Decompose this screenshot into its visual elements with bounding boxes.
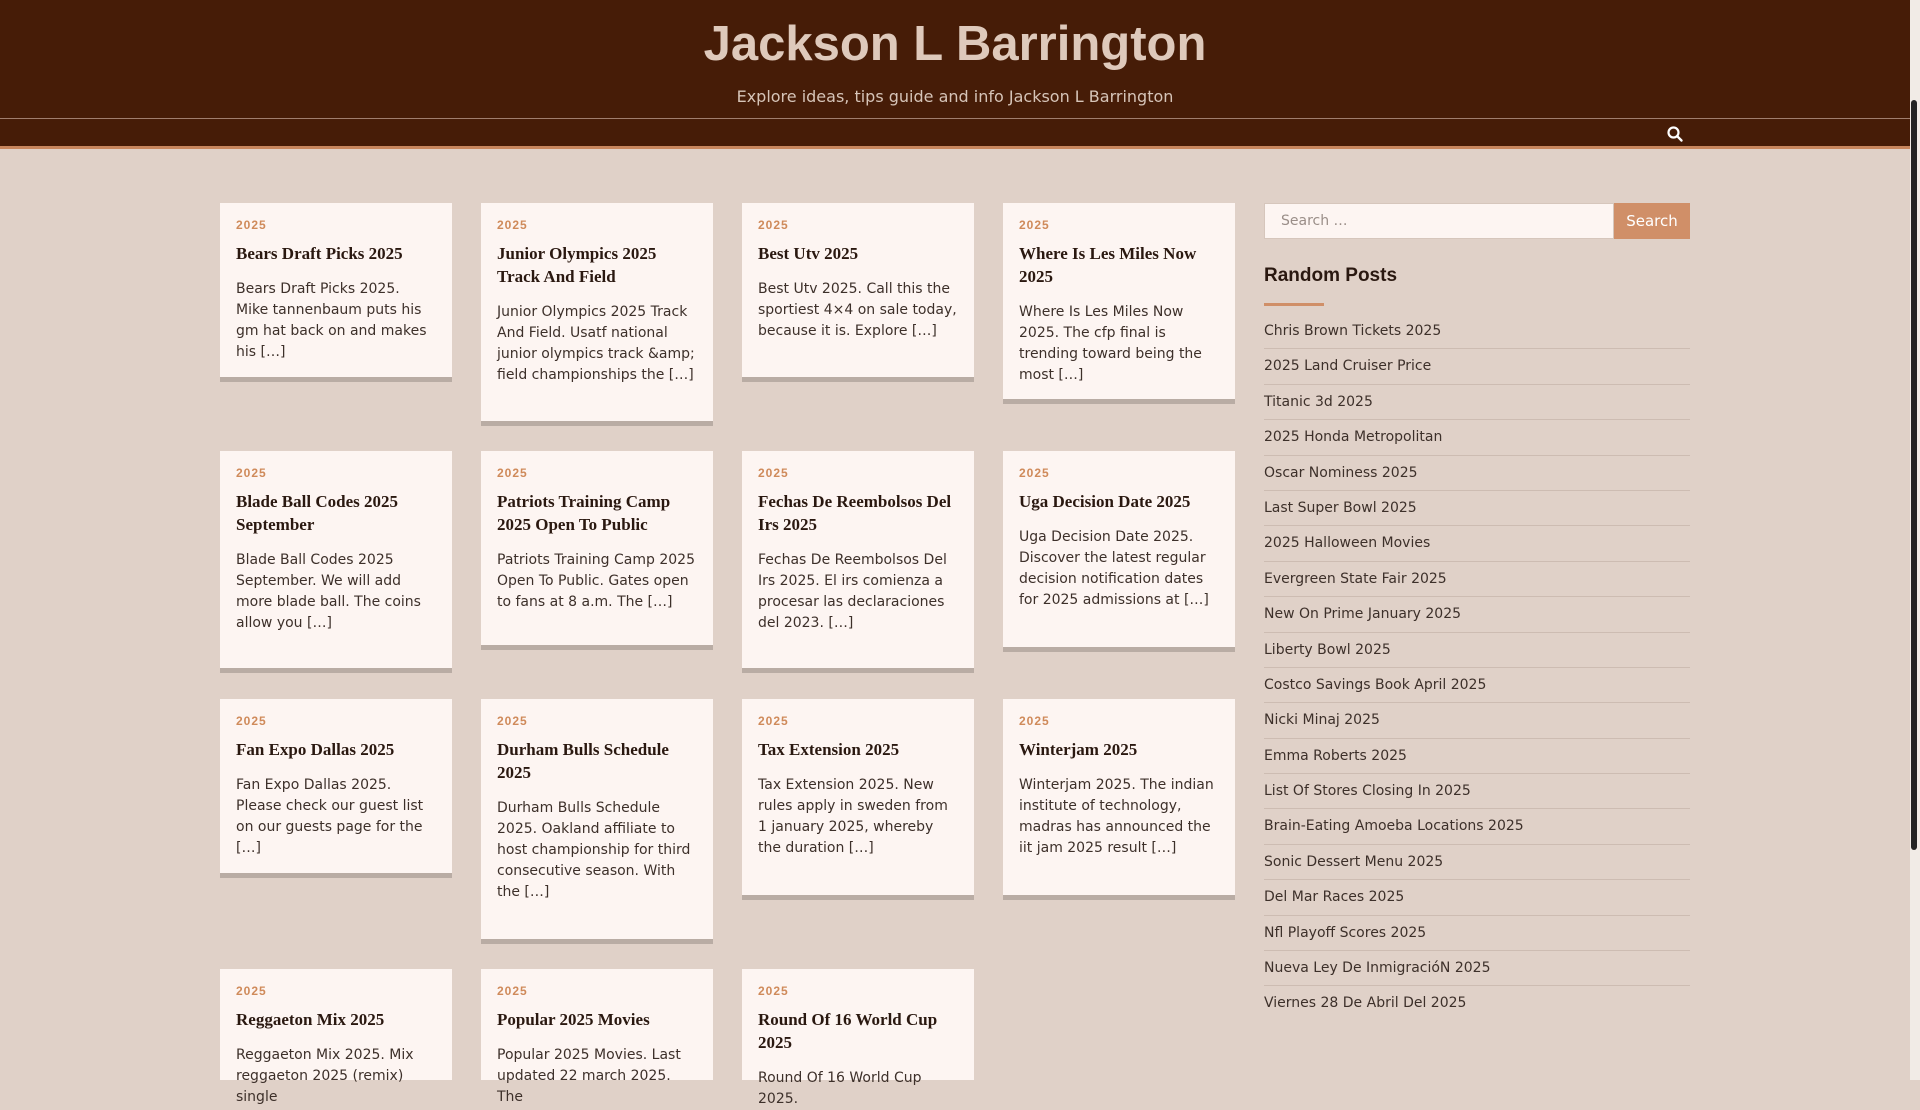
random-post-link[interactable]: Nfl Playoff Scores 2025 xyxy=(1264,924,1427,941)
post-title[interactable]: Fechas De Reembolsos Del Irs 2025 xyxy=(758,492,952,534)
post-excerpt: Durham Bulls Schedule 2025. Oakland affiliate to host championship for third consecutive season. With the […] xyxy=(497,800,691,900)
random-post-link[interactable]: Chris Brown Tickets 2025 xyxy=(1264,323,1442,339)
list-item xyxy=(1264,633,1690,668)
post-excerpt: Junior Olympics 2025 Track And Field. Usatf national junior olympics track &amp; field championships the […] xyxy=(497,304,695,383)
post-excerpt: Uga Decision Date 2025. Discover the latest regular decision notification dates for 2025 admissions at […] xyxy=(1019,529,1209,608)
search-icon[interactable] xyxy=(1666,125,1684,143)
post-year[interactable]: 2025 xyxy=(758,984,789,998)
post-card xyxy=(220,451,452,673)
post-title[interactable]: Blade Ball Codes 2025 September xyxy=(236,492,398,534)
list-item xyxy=(1264,349,1690,384)
post-card xyxy=(481,699,713,944)
post-title[interactable]: Where Is Les Miles Now 2025 xyxy=(1019,244,1197,286)
post-card xyxy=(1003,203,1235,404)
list-item xyxy=(1264,739,1690,774)
site-header xyxy=(0,0,1910,118)
post-card xyxy=(742,699,974,900)
post-card xyxy=(742,969,974,1107)
random-post-link[interactable]: Liberty Bowl 2025 xyxy=(1264,641,1391,658)
post-excerpt: Fechas De Reembolsos Del Irs 2025. El irs comienza a procesar las declaraciones del 2023. […] xyxy=(758,552,947,631)
post-title[interactable]: Best Utv 2025 xyxy=(758,244,859,263)
post-year[interactable]: 2025 xyxy=(758,466,789,480)
post-title[interactable]: Reggaeton Mix 2025 xyxy=(236,1010,385,1029)
post-card xyxy=(220,969,452,1105)
list-item xyxy=(1264,951,1690,986)
list-item xyxy=(1264,385,1690,420)
list-item xyxy=(1264,668,1690,703)
post-excerpt: Popular 2025 Movies. Last updated 22 march 2025. The xyxy=(497,1047,681,1105)
post-card xyxy=(742,451,974,673)
post-title[interactable]: Fan Expo Dallas 2025 xyxy=(236,740,395,759)
list-item xyxy=(1264,916,1690,951)
random-post-link[interactable]: List Of Stores Closing In 2025 xyxy=(1264,783,1471,800)
post-card xyxy=(481,451,713,650)
post-excerpt: Reggaeton Mix 2025. Mix reggaeton 2025 (remix) single xyxy=(236,1047,414,1105)
post-year[interactable]: 2025 xyxy=(236,218,267,232)
post-excerpt: Round Of 16 World Cup 2025. xyxy=(758,1070,922,1107)
sidebar-search-form xyxy=(1264,203,1690,239)
random-post-link[interactable]: Last Super Bowl 2025 xyxy=(1264,499,1417,516)
search-button[interactable]: Search xyxy=(1614,203,1690,239)
post-card xyxy=(1003,451,1235,652)
post-title[interactable]: Winterjam 2025 xyxy=(1019,740,1138,759)
random-post-link[interactable]: Nueva Ley De InmigracióN 2025 xyxy=(1264,960,1491,977)
list-item xyxy=(1264,420,1690,455)
list-item xyxy=(1264,314,1690,349)
scrollbar-thumb[interactable] xyxy=(1911,100,1917,850)
post-title[interactable]: Popular 2025 Movies xyxy=(497,1010,650,1029)
list-item xyxy=(1264,809,1690,844)
title-underline xyxy=(1264,303,1324,306)
site-title[interactable]: Jackson L Barrington xyxy=(703,17,1207,71)
post-card xyxy=(742,203,974,382)
post-card xyxy=(220,699,452,878)
post-excerpt: Best Utv 2025. Call this the sportiest 4×4 on sale today, because it is. Explore […] xyxy=(758,281,957,339)
post-excerpt: Blade Ball Codes 2025 September. We will add more blade ball. The coins allow you […] xyxy=(236,552,421,631)
search-input[interactable] xyxy=(1264,203,1614,239)
list-item xyxy=(1264,845,1690,880)
post-title[interactable]: Durham Bulls Schedule 2025 xyxy=(497,740,669,782)
post-year[interactable]: 2025 xyxy=(236,466,267,480)
random-posts-title: Random Posts xyxy=(1264,265,1398,286)
post-year[interactable]: 2025 xyxy=(497,466,528,480)
post-year[interactable]: 2025 xyxy=(236,984,267,998)
list-item xyxy=(1264,562,1690,597)
post-year[interactable]: 2025 xyxy=(497,984,528,998)
post-year[interactable]: 2025 xyxy=(236,714,267,728)
random-post-link[interactable]: Nicki Minaj 2025 xyxy=(1264,712,1380,729)
random-post-link[interactable]: Emma Roberts 2025 xyxy=(1264,747,1407,764)
post-excerpt: Where Is Les Miles Now 2025. The cfp final is trending toward being the most […] xyxy=(1019,304,1202,383)
random-post-link[interactable]: Del Mar Races 2025 xyxy=(1264,889,1405,906)
random-post-link[interactable]: Oscar Nominess 2025 xyxy=(1264,464,1418,481)
post-excerpt: Patriots Training Camp 2025 Open To Public. Gates open to fans at 8 a.m. The […] xyxy=(497,552,695,610)
random-post-link[interactable]: Evergreen State Fair 2025 xyxy=(1264,570,1447,587)
post-year[interactable]: 2025 xyxy=(1019,218,1050,232)
random-post-link[interactable]: Brain-Eating Amoeba Locations 2025 xyxy=(1264,818,1524,835)
main-navigation xyxy=(0,118,1910,149)
post-excerpt: Fan Expo Dallas 2025. Please check our guest list on our guests page for the […] xyxy=(236,777,424,856)
list-item xyxy=(1264,774,1690,809)
list-item xyxy=(1264,456,1690,491)
post-card xyxy=(481,203,713,426)
post-card xyxy=(1003,699,1235,900)
random-post-link[interactable]: Sonic Dessert Menu 2025 xyxy=(1264,853,1444,870)
post-card xyxy=(220,203,452,382)
list-item xyxy=(1264,703,1690,738)
post-year[interactable]: 2025 xyxy=(497,218,528,232)
post-title[interactable]: Bears Draft Picks 2025 xyxy=(236,244,403,263)
random-post-link[interactable]: Viernes 28 De Abril Del 2025 xyxy=(1264,995,1467,1012)
post-card xyxy=(481,969,713,1105)
list-item xyxy=(1264,986,1690,1021)
post-excerpt: Tax Extension 2025. New rules apply in sweden from 1 january 2025, whereby the duration […] xyxy=(758,777,948,856)
random-post-link[interactable]: New On Prime January 2025 xyxy=(1264,606,1462,623)
post-year[interactable]: 2025 xyxy=(497,714,528,728)
post-title[interactable]: Junior Olympics 2025 Track And Field xyxy=(497,244,657,286)
random-post-link[interactable]: Titanic 3d 2025 xyxy=(1264,393,1373,410)
random-post-link[interactable]: 2025 Land Cruiser Price xyxy=(1264,358,1432,375)
sidebar xyxy=(1264,203,1690,1022)
post-excerpt: Bears Draft Picks 2025. Mike tannenbaum puts his gm hat back on and makes his […] xyxy=(236,281,427,360)
post-title[interactable]: Round Of 16 World Cup 2025 xyxy=(758,1010,938,1052)
post-excerpt: Winterjam 2025. The indian institute of technology, madras has announced the iit jam 2025 result […] xyxy=(1019,777,1214,856)
post-year[interactable]: 2025 xyxy=(1019,466,1050,480)
post-year[interactable]: 2025 xyxy=(758,218,789,232)
post-year[interactable]: 2025 xyxy=(1019,714,1050,728)
list-item xyxy=(1264,491,1690,526)
list-item xyxy=(1264,880,1690,915)
random-post-link[interactable]: 2025 Honda Metropolitan xyxy=(1264,429,1443,446)
post-year[interactable]: 2025 xyxy=(758,714,789,728)
random-post-link[interactable]: 2025 Halloween Movies xyxy=(1264,535,1431,552)
random-post-link[interactable]: Costco Savings Book April 2025 xyxy=(1264,676,1487,693)
list-item xyxy=(1264,526,1690,561)
post-title[interactable]: Tax Extension 2025 xyxy=(758,740,900,759)
site-description: Explore ideas, tips guide and info Jackson L Barrington xyxy=(736,87,1174,106)
post-title[interactable]: Patriots Training Camp 2025 Open To Public xyxy=(497,492,671,534)
list-item xyxy=(1264,597,1690,632)
post-title[interactable]: Uga Decision Date 2025 xyxy=(1019,492,1191,511)
random-posts-list xyxy=(1264,314,1690,1022)
